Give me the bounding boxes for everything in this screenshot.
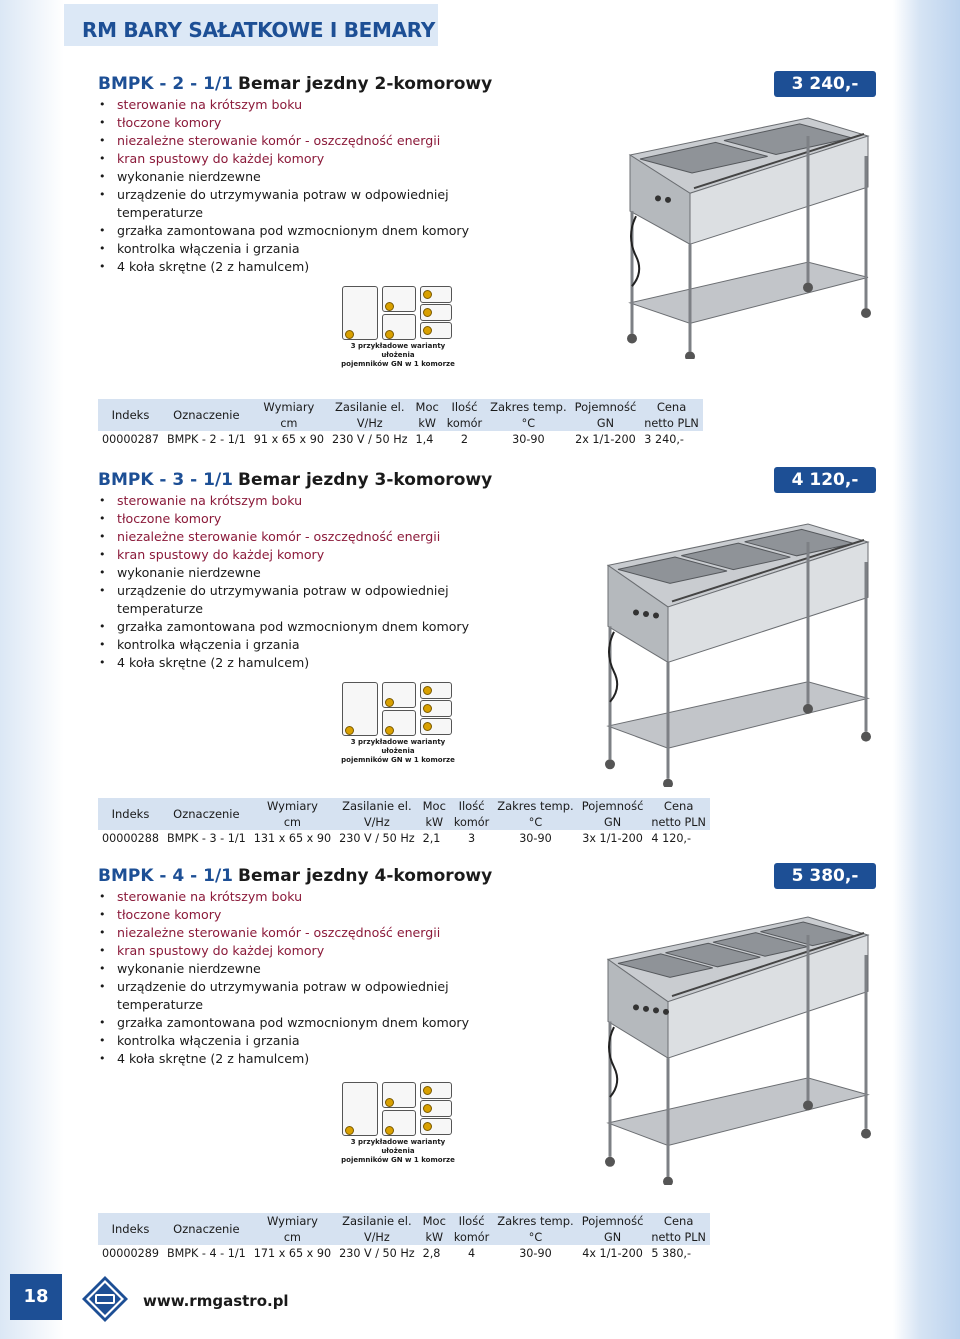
- feature-list: [96, 888, 496, 1068]
- price-badge: 4 120,-: [774, 467, 876, 493]
- cell-moc: 2,8: [422, 1247, 441, 1260]
- cell-cena: 4 120,-: [651, 832, 692, 845]
- col-oznaczenie: Oznaczenie: [163, 399, 250, 431]
- right-side-band: [893, 0, 960, 1339]
- product-image: [586, 903, 878, 1185]
- gn-dot-icon: [423, 1122, 432, 1131]
- col-zakres-unit: °C: [486, 415, 571, 431]
- col-ilosc-unit: komór: [450, 814, 493, 830]
- gn-dot-icon: [345, 1126, 354, 1135]
- cell-ilosc: 3: [467, 832, 476, 845]
- cell-zakres: 30-90: [512, 433, 545, 446]
- col-zasilanie-unit: V/Hz: [328, 415, 412, 431]
- feature-item: • wykonanie nierdzewne: [96, 960, 496, 978]
- col-moc: Moc: [419, 1213, 450, 1229]
- feature-item: • urządzenie do utrzymywania potraw w odpowiedniej temperaturze: [96, 978, 496, 1014]
- col-pojemnosc-unit: GN: [578, 814, 648, 830]
- feature-item: • 4 koła skrętne (2 z hamulcem): [96, 654, 496, 672]
- cell-ilosc: 4: [467, 1247, 476, 1260]
- gn-dot-icon: [385, 302, 394, 311]
- col-wymiary-unit: cm: [250, 1229, 335, 1245]
- feature-item: • kontrolka włączenia i grzania: [96, 636, 496, 654]
- gn-caption: [338, 342, 458, 369]
- gn-caption-line: pojemników GN w 1 komorze: [341, 1156, 455, 1164]
- feature-item: • sterowanie na krótszym boku: [96, 888, 496, 906]
- col-wymiary: Wymiary: [250, 1213, 335, 1229]
- feature-item: • wykonanie nierdzewne: [96, 564, 496, 582]
- gn-dot-icon: [423, 704, 432, 713]
- col-moc-unit: kW: [412, 415, 443, 431]
- gn-caption-line: pojemników GN w 1 komorze: [341, 360, 455, 368]
- gn-layout-diagram: [338, 282, 458, 372]
- cell-wymiary: 171 x 65 x 90: [253, 1247, 332, 1260]
- left-side-band: [0, 0, 64, 1339]
- col-moc-unit: kW: [419, 1229, 450, 1245]
- cell-pojemnosc: 2x 1/1-200: [575, 433, 636, 446]
- gn-caption-line: pojemników GN w 1 komorze: [341, 756, 455, 764]
- feature-item: • sterowanie na krótszym boku: [96, 492, 496, 510]
- col-zakres: Zakres temp.: [493, 1213, 578, 1229]
- feature-item: • kontrolka włączenia i grzania: [96, 1032, 496, 1050]
- model-description: Bemar jezdny 4-komorowy: [238, 866, 493, 886]
- spec-table: [98, 1213, 710, 1263]
- feature-item: • 4 koła skrętne (2 z hamulcem): [96, 1050, 496, 1068]
- col-ilosc: Ilość: [450, 798, 493, 814]
- col-pojemnosc: Pojemność: [578, 798, 648, 814]
- gn-caption: [338, 738, 458, 765]
- col-zasilanie-unit: V/Hz: [335, 814, 419, 830]
- feature-item: • urządzenie do utrzymywania potraw w odpowiedniej temperaturze: [96, 582, 496, 618]
- page-title: RM BARY SAŁATKOWE I BEMARY: [82, 18, 436, 42]
- cell-zasilanie: 230 V / 50 Hz: [339, 1247, 415, 1260]
- cell-indeks: 00000287: [102, 433, 159, 446]
- col-zasilanie: Zasilanie el.: [335, 1213, 419, 1229]
- col-zakres-unit: °C: [493, 814, 578, 830]
- col-zakres-unit: °C: [493, 1229, 578, 1245]
- col-pojemnosc: Pojemność: [571, 399, 641, 415]
- col-ilosc: Ilość: [450, 1213, 493, 1229]
- col-indeks: Indeks: [98, 798, 163, 830]
- feature-item: • wykonanie nierdzewne: [96, 168, 496, 186]
- model-description: Bemar jezdny 2-komorowy: [238, 74, 493, 94]
- feature-item: • niezależne sterowanie komór - oszczędność energii: [96, 132, 496, 150]
- gn-caption-line: 3 przykładowe warianty ułożenia: [350, 342, 446, 359]
- gn-caption: [338, 1138, 458, 1165]
- feature-item: • urządzenie do utrzymywania potraw w odpowiedniej temperaturze: [96, 186, 496, 222]
- feature-list: [96, 492, 496, 672]
- gn-dot-icon: [423, 1104, 432, 1113]
- gn-caption-line: 3 przykładowe warianty ułożenia: [350, 1138, 446, 1155]
- col-wymiary: Wymiary: [250, 399, 328, 415]
- col-wymiary-unit: cm: [250, 415, 328, 431]
- col-moc: Moc: [419, 798, 450, 814]
- col-oznaczenie: Oznaczenie: [163, 1213, 250, 1245]
- col-zakres: Zakres temp.: [493, 798, 578, 814]
- gn-dot-icon: [385, 726, 394, 735]
- feature-item: • kran spustowy do każdej komory: [96, 546, 496, 564]
- model-description: Bemar jezdny 3-komorowy: [238, 470, 493, 490]
- gn-layout-diagram: [338, 1078, 458, 1168]
- col-cena: Cena: [647, 1213, 710, 1229]
- col-zasilanie-unit: V/Hz: [335, 1229, 419, 1245]
- cell-zasilanie: 230 V / 50 Hz: [339, 832, 415, 845]
- feature-item: • grzałka zamontowana pod wzmocnionym dnem komory: [96, 1014, 496, 1032]
- feature-item: • kontrolka włączenia i grzania: [96, 240, 496, 258]
- gn-dot-icon: [385, 1098, 394, 1107]
- feature-item: • sterowanie na krótszym boku: [96, 96, 496, 114]
- gn-dot-icon: [345, 726, 354, 735]
- gn-dot-icon: [423, 290, 432, 299]
- gn-dot-icon: [423, 722, 432, 731]
- table-row: [98, 431, 703, 449]
- col-pojemnosc: Pojemność: [578, 1213, 648, 1229]
- col-indeks: Indeks: [98, 399, 163, 431]
- cell-cena: 5 380,-: [651, 1247, 692, 1260]
- cell-ilosc: 2: [460, 433, 468, 446]
- gn-dot-icon: [423, 326, 432, 335]
- model-code: BMPK - 3 - 1/1: [98, 470, 233, 490]
- col-ilosc-unit: komór: [450, 1229, 493, 1245]
- feature-item: • kran spustowy do każdej komory: [96, 150, 496, 168]
- feature-item: • niezależne sterowanie komór - oszczędność energii: [96, 924, 496, 942]
- col-indeks: Indeks: [98, 1213, 163, 1245]
- col-cena-unit: netto PLN: [647, 814, 710, 830]
- cell-moc: 2,1: [422, 832, 441, 845]
- gn-dot-icon: [385, 330, 394, 339]
- col-cena: Cena: [640, 399, 703, 415]
- col-zasilanie: Zasilanie el.: [335, 798, 419, 814]
- gn-dot-icon: [385, 698, 394, 707]
- feature-item: • grzałka zamontowana pod wzmocnionym dnem komory: [96, 222, 496, 240]
- cell-zakres: 30-90: [519, 832, 552, 845]
- col-moc: Moc: [412, 399, 443, 415]
- cell-oznaczenie: BMPK - 3 - 1/1: [166, 832, 246, 845]
- cell-wymiary: 131 x 65 x 90: [253, 832, 332, 845]
- model-code: BMPK - 4 - 1/1: [98, 866, 233, 886]
- product-image: [586, 510, 878, 787]
- col-cena: Cena: [647, 798, 710, 814]
- col-wymiary-unit: cm: [250, 814, 335, 830]
- price-badge: 5 380,-: [774, 863, 876, 889]
- cell-indeks: 00000289: [102, 1247, 159, 1260]
- col-cena-unit: netto PLN: [647, 1229, 710, 1245]
- col-oznaczenie: Oznaczenie: [163, 798, 250, 830]
- col-pojemnosc-unit: GN: [571, 415, 641, 431]
- col-zasilanie: Zasilanie el.: [328, 399, 412, 415]
- gn-dot-icon: [423, 1086, 432, 1095]
- col-ilosc-unit: komór: [443, 415, 486, 431]
- cell-pojemnosc: 3x 1/1-200: [582, 832, 643, 845]
- cell-zasilanie: 230 V / 50 Hz: [331, 433, 408, 446]
- cell-zakres: 30-90: [519, 1247, 552, 1260]
- cell-pojemnosc: 4x 1/1-200: [582, 1247, 643, 1260]
- feature-item: • tłoczone komory: [96, 114, 496, 132]
- page-number: 18: [10, 1274, 62, 1320]
- table-row: [98, 1245, 710, 1263]
- feature-item: • tłoczone komory: [96, 510, 496, 528]
- cell-indeks: 00000288: [102, 832, 159, 845]
- cell-wymiary: 91 x 65 x 90: [253, 433, 324, 446]
- feature-item: • 4 koła skrętne (2 z hamulcem): [96, 258, 496, 276]
- spec-table: [98, 798, 710, 848]
- gn-dot-icon: [423, 308, 432, 317]
- feature-item: • tłoczone komory: [96, 906, 496, 924]
- cell-cena: 3 240,-: [644, 433, 684, 446]
- price-badge: 3 240,-: [774, 71, 876, 97]
- table-row: [98, 830, 710, 848]
- col-moc-unit: kW: [419, 814, 450, 830]
- gn-dot-icon: [423, 686, 432, 695]
- col-ilosc: Ilość: [443, 399, 486, 415]
- cell-oznaczenie: BMPK - 2 - 1/1: [166, 433, 246, 446]
- gn-caption-line: 3 przykładowe warianty ułożenia: [350, 738, 446, 755]
- feature-item: • niezależne sterowanie komór - oszczędność energii: [96, 528, 496, 546]
- col-pojemnosc-unit: GN: [578, 1229, 648, 1245]
- product-image: [608, 104, 878, 359]
- website-link[interactable]: www.rmgastro.pl: [143, 1292, 289, 1310]
- feature-item: • kran spustowy do każdej komory: [96, 942, 496, 960]
- feature-item: • grzałka zamontowana pod wzmocnionym dnem komory: [96, 618, 496, 636]
- model-code: BMPK - 2 - 1/1: [98, 74, 233, 94]
- gn-dot-icon: [345, 330, 354, 339]
- col-zakres: Zakres temp.: [486, 399, 571, 415]
- col-wymiary: Wymiary: [250, 798, 335, 814]
- col-cena-unit: netto PLN: [640, 415, 703, 431]
- rm-gastro-logo: [80, 1274, 130, 1324]
- gn-dot-icon: [385, 1126, 394, 1135]
- feature-list: [96, 96, 496, 276]
- cell-oznaczenie: BMPK - 4 - 1/1: [166, 1247, 246, 1260]
- spec-table: [98, 399, 703, 449]
- cell-moc: 1,4: [415, 433, 434, 446]
- gn-layout-diagram: [338, 678, 458, 768]
